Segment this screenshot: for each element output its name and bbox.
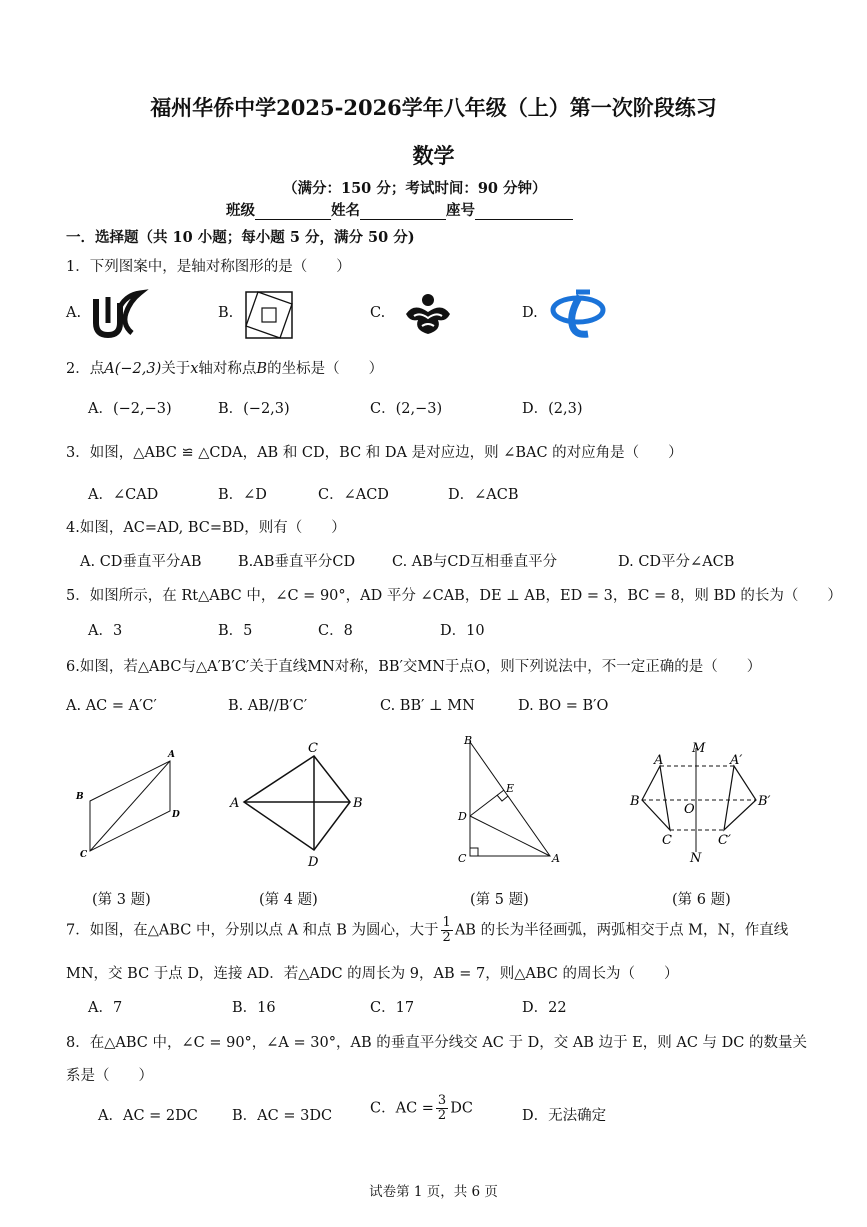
subject-title: 数学 xyxy=(412,143,455,168)
fig5-caption: (第 5 题) xyxy=(470,892,529,908)
fig4-label-c: C xyxy=(308,741,318,756)
q8-option-a: A．AC = 2DC xyxy=(98,1108,198,1124)
q1-option-b-label: B. xyxy=(218,305,234,321)
q2-option-a: A．(−2,−3) xyxy=(88,401,172,417)
fig5-label-d: D xyxy=(458,810,467,823)
q1-option-a-label: A. xyxy=(66,305,82,321)
swirl-emblem-icon xyxy=(400,290,456,338)
fig3-label-c: C xyxy=(80,850,88,860)
q4-option-c: C. AB与CD互相垂直平分 xyxy=(392,554,558,570)
q4-option-a: A. CD垂直平分AB xyxy=(80,554,202,570)
name-label: 姓名 xyxy=(331,202,360,219)
q8-option-c: C．AC = $\frac{3}{2}$ DC xyxy=(370,1093,473,1123)
q4-option-b: B.AB垂直平分CD xyxy=(238,554,356,570)
q8-option-b: B．AC = 3DC xyxy=(232,1108,333,1124)
fraction-three-halves: $\frac{3}{2}$ xyxy=(437,1093,447,1123)
fig3-label-d: D xyxy=(172,810,180,820)
question-3-stem: 3．如图，△ABC ≌ △CDA，AB 和 CD，BC 和 DA 是对应边，则 ∠BAC 的对应角是（ ） xyxy=(66,445,683,461)
question-8-line-1: 8．在△ABC 中，∠C = 90°，∠A = 30°，AB 的垂直平分线交 AC 于 D，交 AB 边于 E，则 AC 与 DC 的数量关 xyxy=(66,1035,807,1051)
fig6-label-n: N xyxy=(690,851,702,866)
question-5-stem: 5．如图所示，在 Rt△ABC 中，∠C = 90°，AD 平分 ∠CAB，DE ⊥ AB，ED = 3，BC = 8，则 BD 的长为（ ） xyxy=(66,588,842,604)
china-telecom-logo-icon xyxy=(550,288,606,340)
figure-5-right-triangle xyxy=(452,732,570,868)
q6-option-a: A. AC = A′C′ xyxy=(66,698,157,714)
beijing-olympic-logo-icon xyxy=(92,289,144,341)
question-6-stem: 6.如图，若△ABC与△A′B′C′关于直线MN对称，BB′交MN于点O，则下列说法中，不一定正确的是（ ） xyxy=(66,659,762,675)
q2-option-d: D．(2,3) xyxy=(522,401,583,417)
q8-option-d: D．无法确定 xyxy=(522,1108,607,1124)
q6-option-d: D. BO = B′O xyxy=(518,698,609,714)
question-7-line-1: 7．如图，在△ABC 中，分别以点 A 和点 B 为圆心，大于 $\frac{1}{2}$ AB 的长为半径画弧，两弧相交于点 M，N，作直线 xyxy=(66,915,789,945)
q3-option-c: C．∠ACD xyxy=(318,487,389,503)
q7-option-b: B．16 xyxy=(232,1000,276,1016)
q7-option-d: D．22 xyxy=(522,1000,567,1016)
fig6-label-a-prime: A′ xyxy=(730,753,743,768)
fig4-label-a: A xyxy=(230,796,240,811)
student-info-line xyxy=(226,199,573,220)
q5-option-c: C．8 xyxy=(318,623,353,639)
fig6-label-a: A xyxy=(654,753,664,768)
q6-option-c: C. BB′ ⊥ MN xyxy=(380,698,475,714)
square-in-square-icon xyxy=(244,290,294,340)
fig4-label-d: D xyxy=(308,855,319,870)
q1-option-c-label: C. xyxy=(370,305,386,321)
q3-option-b: B．∠D xyxy=(218,487,267,503)
fig5-label-e: E xyxy=(506,782,515,795)
figure-6-reflection xyxy=(624,738,784,868)
class-field[interactable] xyxy=(255,205,331,220)
question-1-stem: 1．下列图案中，是轴对称图形的是（ ） xyxy=(66,259,351,275)
page-title: 福州华侨中学2025-2026学年八年级（上）第一次阶段练习 xyxy=(150,95,717,120)
name-field[interactable] xyxy=(360,205,446,220)
page-footer: 试卷第 1 页，共 6 页 xyxy=(369,1184,498,1200)
q7-option-c: C．17 xyxy=(370,1000,415,1016)
point-a: A(−2,3) xyxy=(104,361,162,377)
figure-3-parallelogram xyxy=(70,745,190,865)
fig6-label-o: O xyxy=(684,802,695,817)
seat-field[interactable] xyxy=(475,205,573,220)
q5-option-b: B．5 xyxy=(218,623,253,639)
seat-label: 座号 xyxy=(446,202,475,219)
exam-info: （满分：150 分；考试时间：90 分钟） xyxy=(283,180,547,197)
q2-option-b: B．(−2,3) xyxy=(218,401,290,417)
fig4-label-b: B xyxy=(353,796,363,811)
q5-option-a: A．3 xyxy=(88,623,123,639)
class-label: 班级 xyxy=(226,202,255,219)
q3-option-a: A．∠CAD xyxy=(88,487,159,503)
fig5-label-b: B xyxy=(464,734,473,747)
fig6-label-c: C xyxy=(662,833,672,848)
fig3-caption: (第 3 题) xyxy=(92,892,151,908)
fig6-caption: (第 6 题) xyxy=(672,892,731,908)
fig3-label-a: A xyxy=(168,750,175,760)
q6-option-b: B. AB//B′C′ xyxy=(228,698,308,714)
fig5-label-c: C xyxy=(458,852,467,865)
q4-option-d: D. CD平分∠ACB xyxy=(618,554,735,570)
fig6-label-c-prime: C′ xyxy=(718,833,731,848)
q2-option-c: C．(2,−3) xyxy=(370,401,443,417)
question-4-stem: 4.如图，AC=AD, BC=BD，则有（ ） xyxy=(66,520,346,536)
fig3-label-b: B xyxy=(76,792,84,802)
question-8-line-2: 系是（ ） xyxy=(66,1068,153,1084)
fig5-label-a: A xyxy=(552,852,560,865)
fig6-label-b-prime: B′ xyxy=(758,794,771,809)
fig4-caption: (第 4 题) xyxy=(259,892,318,908)
section-heading: 一．选择题（共 10 小题；每小题 5 分，满分 50 分) xyxy=(66,229,415,246)
q1-option-d-label: D. xyxy=(522,305,538,321)
fraction-one-half: $\frac{1}{2}$ xyxy=(442,915,451,945)
figure-4-kite xyxy=(228,738,368,872)
q3-option-d: D．∠ACB xyxy=(448,487,519,503)
question-2-stem: 2．点A(−2,3)关于x轴对称点B的坐标是（ ） xyxy=(66,361,384,377)
fig6-label-b: B xyxy=(630,794,640,809)
question-7-line-2: MN，交 BC 于点 D，连接 AD．若△ADC 的周长为 9，AB = 7，则△ABC 的周长为（ ） xyxy=(66,966,679,982)
q7-option-a: A．7 xyxy=(88,1000,123,1016)
q5-option-d: D．10 xyxy=(440,623,485,639)
fig6-label-m: M xyxy=(692,741,706,756)
